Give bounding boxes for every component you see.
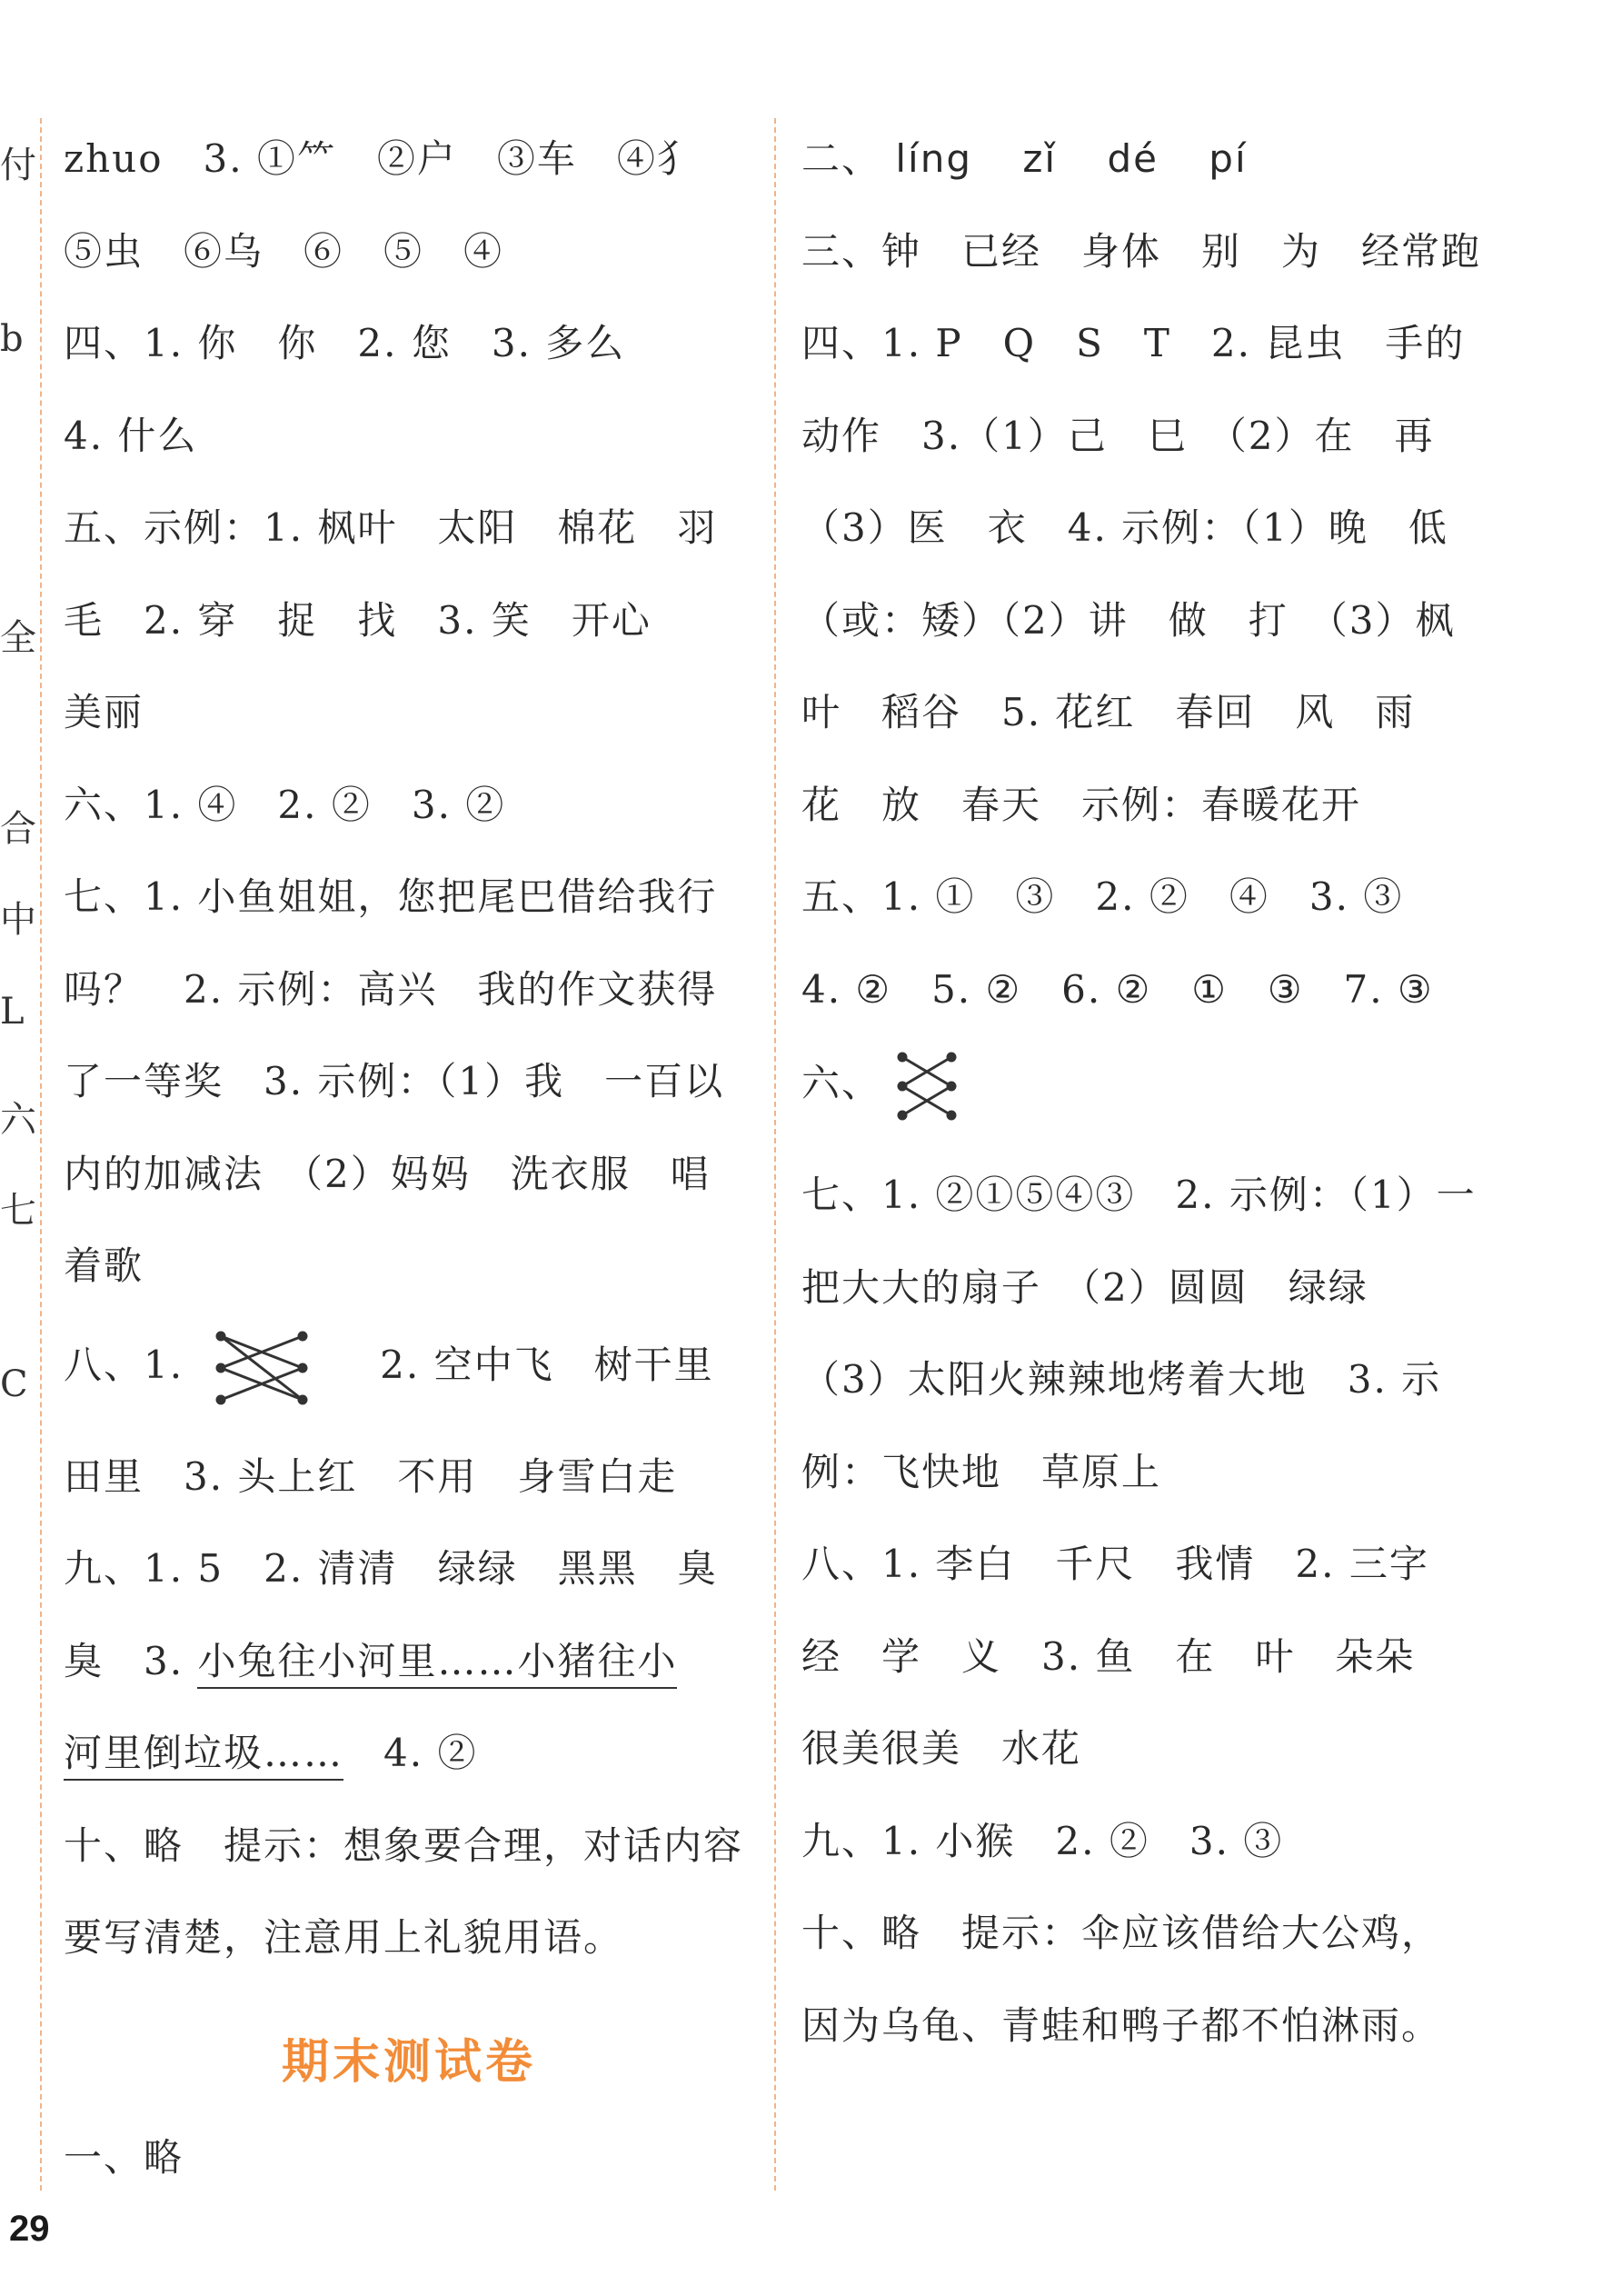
answer-line: 田里 3. 头上红 不用 身雪白走 [64, 1453, 678, 1499]
answer-line: 五、示例：1. 枫叶 太阳 棉花 羽 [64, 505, 718, 550]
answer-line: 例：飞快地 草原上 [801, 1449, 1162, 1494]
answer-line: 很美很美 水花 [801, 1726, 1082, 1771]
answer-line: 内的加减法 （2）妈妈 洗衣服 唱 [64, 1151, 711, 1196]
answer-line-q9-3 [64, 1630, 754, 1722]
answer-line: （3）医 衣 4. 示例：（1）晚 低 [801, 505, 1448, 550]
answer-line: 经 学 义 3. 鱼 在 叶 朵朵 [801, 1633, 1416, 1679]
line-matching-figure [212, 1327, 312, 1409]
left-column-divider [40, 118, 42, 2191]
answer-line: （或：矮）（2）讲 做 打 （3）枫 [801, 597, 1456, 643]
answer-line: 七、1. ②①⑤④③ 2. 示例：（1）一 [801, 1173, 1477, 1217]
q2-prefix: 二、 [801, 136, 882, 181]
answer-line-q6 [801, 1050, 1492, 1163]
answer-line: 把大大的扇子 （2）圆圆 绿绿 [801, 1264, 1368, 1310]
underlined-sentence: 小兔往小河里……小猪往小 [197, 1639, 677, 1689]
edge-char: 全 [0, 617, 36, 659]
answer-line: 十、略 提示：想象要合理，对话内容 [64, 1822, 744, 1868]
underlined-sentence: 河里倒垃圾…… [64, 1731, 343, 1781]
answer-line: zhuo 3. ①⺮ ②户 ③车 ④犭 [64, 136, 697, 181]
pinyin-item: zǐ [1022, 136, 1058, 181]
answer-line: 八、1. 李白 千尺 我情 2. 三字 [801, 1542, 1429, 1586]
left-answer-column [64, 127, 754, 2218]
q8-rest: 2. 空中飞 树干里 [380, 1342, 714, 1387]
edge-char: 付 [0, 145, 36, 186]
section-title: 期末测试卷 [281, 2033, 536, 2090]
edge-char: 六 [0, 1099, 36, 1141]
answer-line: 四、1. 你 你 2. 您 3. 多么 [64, 321, 626, 365]
answer-line: 了一等奖 3. 示例：（1）我 一百以 [64, 1059, 725, 1103]
answer-line: 着歌 [64, 1243, 144, 1288]
edge-char: 中 [0, 899, 36, 941]
answer-line: 五、1. ① ③ 2. ② ④ 3. ③ [801, 874, 1404, 919]
edge-char: L [0, 991, 25, 1033]
page-number: 29 [9, 2209, 50, 2249]
answer-line: 七、1. 小鱼姐姐，您把尾巴借给我行 [64, 874, 718, 919]
pinyin-item: dé [1107, 136, 1159, 181]
answer-line: 花 放 春天 示例：春暖花开 [801, 782, 1362, 827]
edge-char: 七 [0, 1190, 36, 1232]
q6-prefix: 六、 [801, 1061, 882, 1105]
answer-line-pinyin [801, 127, 1492, 220]
answer-line: 四、1. P Q S T 2. 昆虫 手的 [801, 321, 1466, 365]
edge-char: 合 [0, 808, 36, 850]
answer-line: 九、1. 5 2. 清清 绿绿 黑黑 臭 [64, 1546, 718, 1591]
answer-line-q9-4 [64, 1722, 754, 1814]
answer-line: 要写清楚，注意用上礼貌用语。 [64, 1915, 624, 1960]
answer-line: 4. ② 5. ② 6. ② ① ③ 7. ③ [801, 966, 1434, 1012]
answer-line: 毛 2. 穿 捉 找 3. 笑 开心 [64, 597, 652, 643]
q9-text: 4. ② [343, 1731, 478, 1775]
answer-line: 六、1. ④ 2. ② 3. ② [64, 782, 506, 827]
answer-line: 三、钟 已经 身体 别 为 经常跑 [801, 228, 1482, 274]
answer-line: 叶 稻谷 5. 花红 春回 风 雨 [801, 690, 1416, 734]
answer-line: 九、1. 小猴 2. ② 3. ③ [801, 1818, 1284, 1863]
q8-prefix: 八、1. [64, 1342, 184, 1387]
answer-line: 4. 什么 [64, 413, 198, 458]
middle-column-divider [774, 118, 776, 2191]
pinyin-item: líng [895, 136, 972, 181]
right-answer-column [801, 127, 1492, 2086]
answer-line: ⑤虫 ⑥乌 ⑥ ⑤ ④ [64, 228, 504, 274]
answer-line-q8 [64, 1327, 754, 1445]
cross-lines-figure [895, 1050, 959, 1123]
edge-char: C [0, 1363, 28, 1405]
answer-line: （3）太阳火辣辣地烤着大地 3. 示 [801, 1357, 1442, 1402]
answer-line: 吗？ 2. 示例：高兴 我的作文获得 [64, 966, 718, 1012]
answer-line: 美丽 [64, 690, 144, 734]
answer-line: 动作 3.（1）己 巳 （2）在 再 [801, 413, 1435, 458]
answer-line: 十、略 提示：伞应该借给大公鸡， [801, 1911, 1442, 1955]
answer-line: 一、略 [64, 2134, 184, 2180]
q9-text: 臭 3. [64, 1638, 198, 1683]
edge-char: b [0, 318, 24, 360]
pinyin-item: pí [1209, 136, 1248, 181]
answer-line: 因为乌龟、青蛙和鸭子都不怕淋雨。 [801, 2002, 1442, 2048]
